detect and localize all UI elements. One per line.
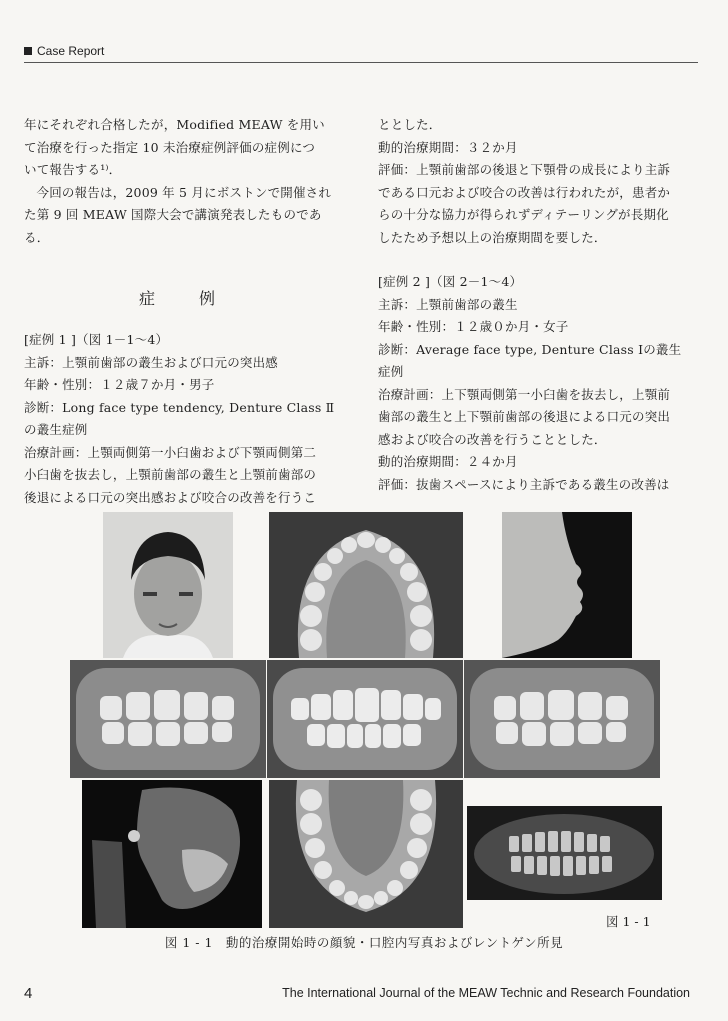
text-line: た第 9 回 MEAW 国際大会で講演発表したものであ [24,207,322,222]
text-line: 年齢・性別：１２歳０か月・女子 [378,319,569,334]
panoramic-xray [467,806,662,900]
text-line: 後退による口元の突出感および咬合の改善を行うこ [24,489,317,505]
text-line: である口元および咬合の改善は行われたが，患者か [378,184,671,200]
text-line: 評価：上顎前歯部の後退と下顎骨の成長により主訴 [378,162,671,177]
frontal-intraoral-photo [267,660,463,778]
text-line: の叢生症例 [24,422,88,437]
text-line: 治療計画：上下顎両側第一小臼歯を抜去し，上顎前 [378,386,671,402]
right-intraoral-photo [70,660,266,778]
text-line: 小臼歯を抜去し，上顎前歯部の叢生と上顎前歯部の [24,467,317,482]
text-line: 治療計画：上顎両側第一小臼歯および下顎両側第二 [24,444,317,460]
text-line: 診断：Average face type, Denture Class Ⅰの叢生 [378,341,682,357]
right-column [378,114,698,496]
text-line: したため予想以上の治療期間を要した． [378,229,607,245]
spacer [378,249,698,271]
figure-caption: 図 1 - 1 動的治療開始時の顔貌・口腔内写真およびレントゲン所見 [164,935,564,950]
text-line: 感および咬合の改善を行うこととした． [378,431,607,447]
text-line: 主訴：上顎前歯部の叢生 [378,296,518,312]
text-line: て治療を行った指定 10 未治療症例評価の症例につ [24,139,316,155]
text-line: 年齢・性別：１２歳７か月・男子 [24,377,215,392]
section-header [24,44,104,58]
journal-title: The International Journal of the MEAW Technic and Research Foundation [282,986,690,1000]
text-line: 動的治療期間：２４か月 [378,454,518,469]
upper-occlusal-photo [269,512,463,658]
text-line: 症例 [378,364,404,379]
text-line: ととした． [378,117,442,132]
text-line: 動的治療期間：３２か月 [378,139,518,155]
text-line: 今回の報告は，2009 年 5 月にボストンで開催され [36,184,332,200]
text-line: 年にそれぞれ合格したが，Modified MEAW を用い [24,117,325,132]
cephalometric-xray [82,780,262,928]
profile-photo [502,512,632,658]
text-line: 評価：抜歯スペースにより主訴である叢生の改善は [378,476,670,492]
figure-label: 図 1 - 1 [606,914,651,929]
case-heading: [症例 2 ]（図 2－1～4） [378,274,523,289]
case-heading: [症例 1 ]（図 1－1～4） [24,332,169,347]
section-title: 症 例 [138,289,229,308]
frontal-face-photo [103,512,233,658]
page-number: 4 [24,985,33,1002]
section-label: Case Report [37,44,105,58]
header-rule [24,62,698,63]
text-line: 主訴：上顎前歯部の叢生および口元の突出感 [24,354,279,370]
text-line: らの十分な協力が得られずディテーリングが長期化 [378,207,669,222]
text-line: いて報告する¹⁾． [24,162,122,177]
left-column [24,114,344,509]
text-line: る． [24,229,50,245]
text-line: 歯部の叢生と上下顎前歯部の後退による口元の突出 [378,409,671,424]
lower-occlusal-photo [269,780,463,928]
left-intraoral-photo [464,660,660,778]
text-line: 診断：Long face type tendency, Denture Class Ⅱ [24,399,335,415]
square-bullet-icon [24,47,32,55]
